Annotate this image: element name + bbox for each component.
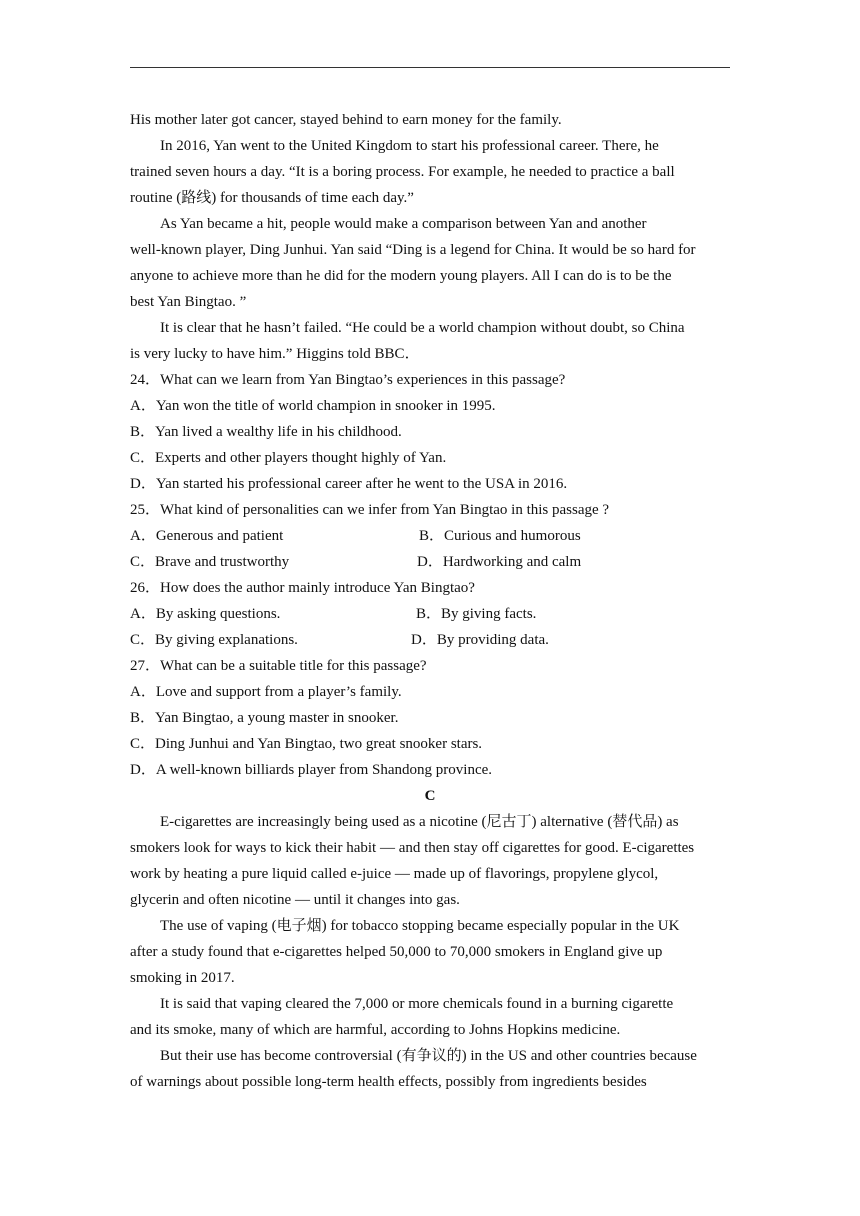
passage-b-line: It is clear that he hasn’t failed. “He could be a world champion without doubt, so China (160, 320, 685, 336)
question-26-row-cd (130, 627, 730, 653)
passage-c-heading: C (424, 788, 436, 804)
question-27-option-b: B．Yan Bingtao, a young master in snooker. (130, 710, 399, 726)
question-24-option-c: C．Experts and other players thought highly of Yan. (130, 450, 447, 466)
passage-b-line: As Yan became a hit, people would make a comparison between Yan and another (160, 216, 647, 232)
question-26-option-a: A．By asking questions. (130, 606, 281, 622)
page-content (130, 107, 730, 1095)
question-24-option-b: B．Yan lived a wealthy life in his childhood. (130, 424, 402, 440)
passage-c-line: work by heating a pure liquid called e-juice — made up of flavorings, propylene glycol, (130, 866, 659, 882)
passage-b-line: best Yan Bingtao. ” (130, 294, 247, 310)
passage-c-line: smokers look for ways to kick their habit — and then stay off cigarettes for good. E-cigarettes (130, 840, 695, 856)
passage-c-line: But their use has become controversial (有争议的) in the US and other countries because (160, 1048, 697, 1064)
question-26-row-ab (130, 601, 730, 627)
question-26-stem: 26．How does the author mainly introduce Yan Bingtao? (130, 580, 475, 596)
passage-b-line: is very lucky to have him.” Higgins told BBC． (130, 346, 420, 362)
passage-b-line: His mother later got cancer, stayed behind to earn money for the family. (130, 112, 562, 128)
passage-b-line: well-known player, Ding Junhui. Yan said “Ding is a legend for China. It would be so hard for (130, 242, 696, 258)
question-25-row-ab (130, 523, 730, 549)
passage-b-line: anyone to achieve more than he did for the modern young players. All I can do is to be the (130, 268, 672, 284)
passage-b-line: In 2016, Yan went to the United Kingdom to start his professional career. There, he (160, 138, 659, 154)
header-rule (130, 67, 730, 68)
question-27-option-d: D．A well-known billiards player from Shandong province. (130, 762, 493, 778)
passage-c-line: smoking in 2017. (130, 970, 235, 986)
question-27-option-c: C．Ding Junhui and Yan Bingtao, two great snooker stars. (130, 736, 483, 752)
question-27-stem: 27．What can be a suitable title for this passage? (130, 658, 427, 674)
question-25-option-d: D．Hardworking and calm (417, 554, 582, 570)
passage-b-line: trained seven hours a day. “It is a boring process. For example, he needed to practice a ball (130, 164, 675, 180)
question-27-option-a: A．Love and support from a player’s family. (130, 684, 402, 700)
question-25-option-a: A．Generous and patient (130, 528, 284, 544)
passage-c-line: of warnings about possible long-term health effects, possibly from ingredients besides (130, 1074, 647, 1090)
passage-b-line: routine (路线) for thousands of time each day.” (130, 190, 414, 206)
question-26-option-b: B．By giving facts. (416, 606, 537, 622)
question-25-option-b: B．Curious and humorous (419, 528, 581, 544)
passage-c-line: and its smoke, many of which are harmful, according to Johns Hopkins medicine. (130, 1022, 621, 1038)
passage-c-line: after a study found that e-cigarettes helped 50,000 to 70,000 smokers in England give up (130, 944, 663, 960)
passage-c-line: glycerin and often nicotine — until it changes into gas. (130, 892, 460, 908)
passage-c-line: It is said that vaping cleared the 7,000 or more chemicals found in a burning cigarette (160, 996, 674, 1012)
passage-c-line: E-cigarettes are increasingly being used as a nicotine (尼古丁) alternative (替代品) as (160, 814, 679, 830)
question-25-stem: 25．What kind of personalities can we infer from Yan Bingtao in this passage ? (130, 502, 610, 518)
passage-c-line: The use of vaping (电子烟) for tobacco stopping became especially popular in the UK (160, 918, 680, 934)
question-26-option-d: D．By providing data. (411, 632, 549, 648)
question-26-option-c: C．By giving explanations. (130, 632, 298, 648)
question-24-option-a: A．Yan won the title of world champion in snooker in 1995. (130, 398, 496, 414)
question-25-row-cd (130, 549, 730, 575)
question-24-stem: 24．What can we learn from Yan Bingtao’s experiences in this passage? (130, 372, 566, 388)
question-25-option-c: C．Brave and trustworthy (130, 554, 290, 570)
question-24-option-d: D．Yan started his professional career after he went to the USA in 2016. (130, 476, 568, 492)
